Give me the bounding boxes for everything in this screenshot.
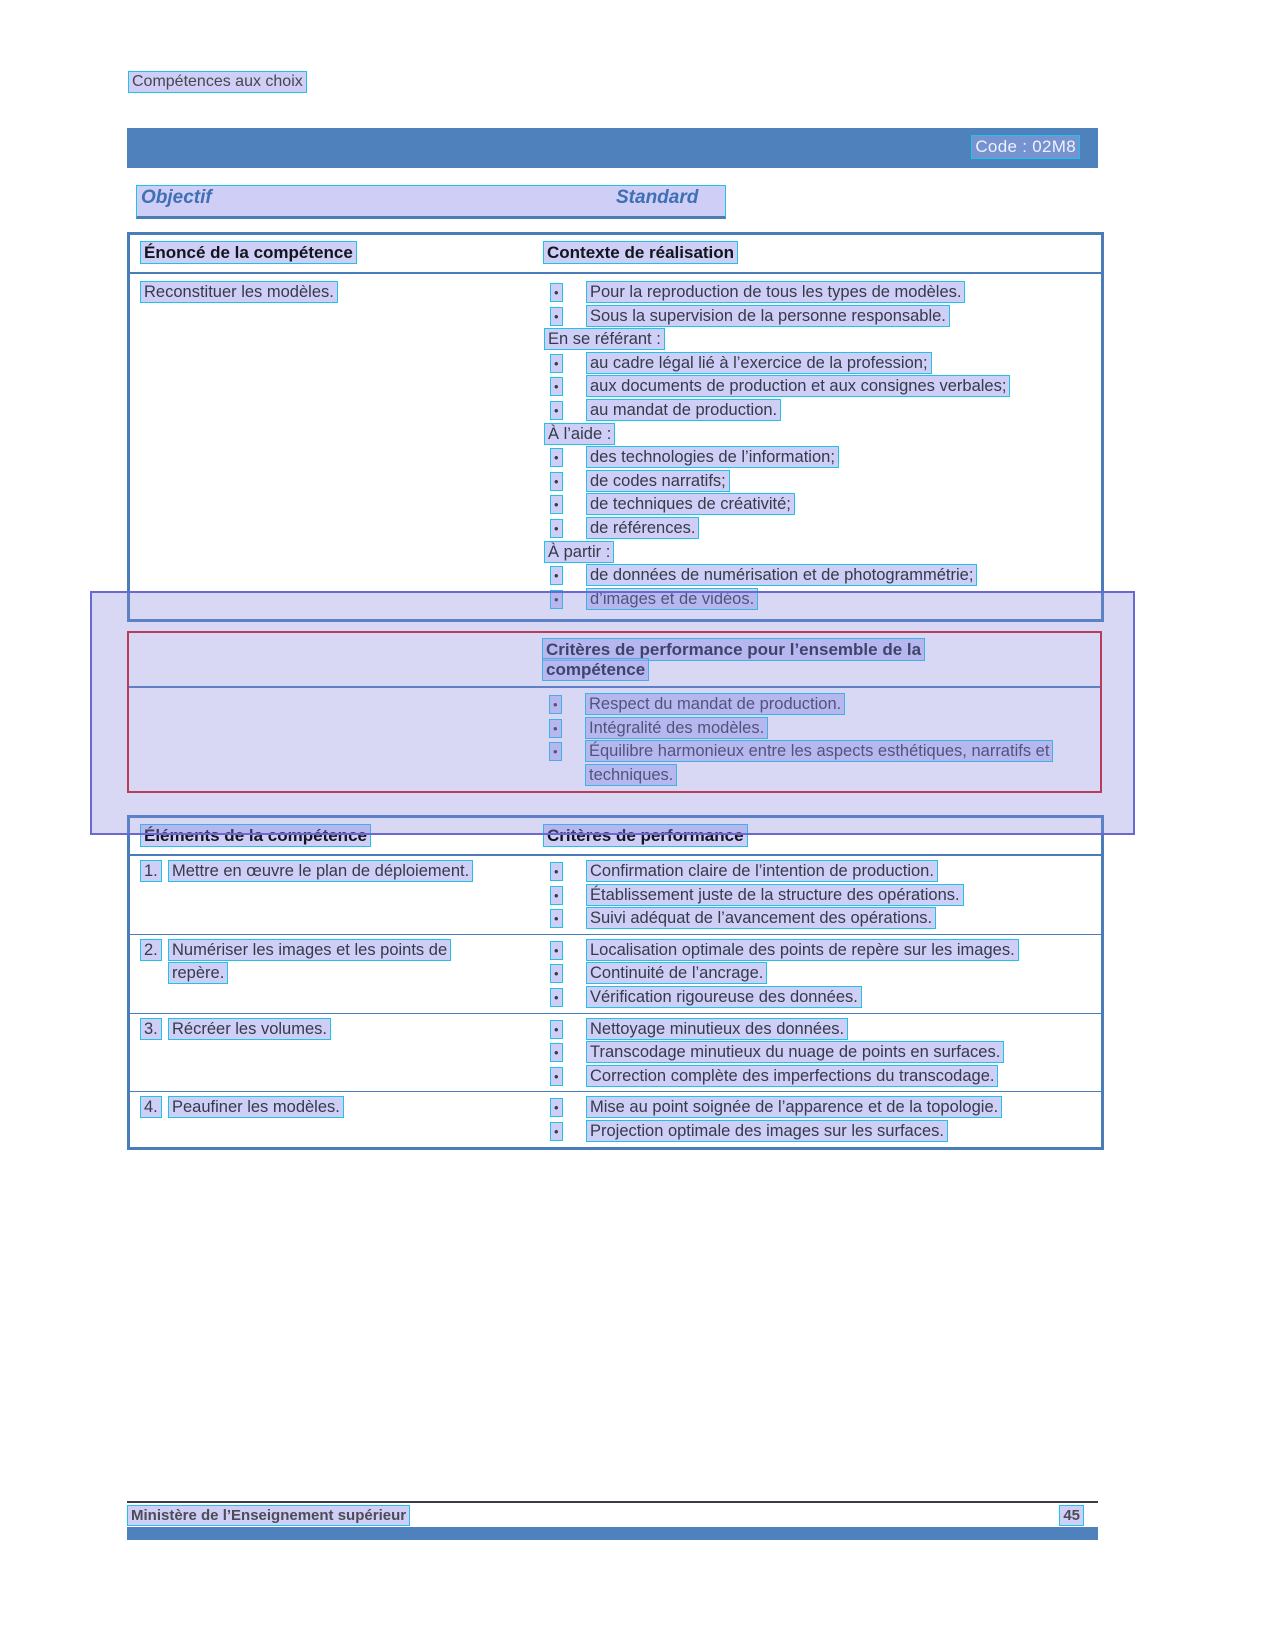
list-item [543, 907, 1087, 931]
list-item [543, 1065, 1087, 1089]
criteria-list [542, 1096, 1101, 1143]
element-text: Numériser les images et les points de repère. [168, 939, 451, 985]
list-item [543, 939, 1087, 963]
list-item-text: Équilibre harmonieux entre les aspects esthétiques, narratifs et techniques. [585, 740, 1053, 786]
context-list [542, 281, 1101, 611]
list-item-text: de codes narratifs; [586, 470, 730, 492]
list-item-text: Correction complète des imperfections du transcodage. [586, 1065, 998, 1087]
criteres-ensemble-body [129, 688, 1100, 791]
list-item-text: d’images et de vidéos. [586, 588, 758, 610]
bullet-icon: • [550, 448, 563, 467]
list-item-text: Mise au point soignée de l’apparence et de la topologie. [586, 1096, 1002, 1118]
list-intro [543, 423, 1087, 447]
list-item [543, 493, 1087, 517]
list-item [542, 740, 1086, 787]
list-item [543, 1096, 1087, 1120]
element-number: 2. [140, 939, 162, 961]
list-item-text: Confirmation claire de l’intention de production. [586, 860, 938, 882]
footer-ministry-label: Ministère de l’Enseignement supérieur [127, 1505, 410, 1526]
list-item [543, 375, 1087, 399]
bullet-icon: • [549, 719, 562, 738]
bullet-icon: • [550, 377, 563, 396]
list-item [543, 860, 1087, 884]
column-header-enonce: Énoncé de la compétence [140, 241, 357, 264]
element-cell [130, 860, 542, 931]
list-item-text: au mandat de production. [586, 399, 781, 421]
bullet-icon: • [550, 1067, 563, 1086]
table-row [130, 1013, 1101, 1092]
list-intro [543, 541, 1087, 565]
criteres-ensemble-header: Critères de performance pour l’ensemble de la compétence [542, 638, 925, 681]
list-item [542, 717, 1086, 741]
bullet-icon: • [550, 1043, 563, 1062]
code-badge: Code : 02M8 [971, 135, 1080, 159]
list-item [543, 1018, 1087, 1042]
table-row [130, 856, 1101, 934]
list-item-text: Nettoyage minutieux des données. [586, 1018, 848, 1040]
bullet-icon: • [549, 742, 562, 761]
footer-accent-bar [127, 1527, 1098, 1540]
list-item [543, 962, 1087, 986]
list-item-text: de données de numérisation et de photogrammétrie; [586, 564, 977, 586]
list-item-text: aux documents de production et aux consignes verbales; [586, 375, 1010, 397]
column-header-elements: Éléments de la compétence [140, 824, 371, 847]
list-item-text: Vérification rigoureuse des données. [586, 986, 862, 1008]
footer-rule [127, 1501, 1098, 1503]
bullet-icon: • [550, 1098, 563, 1117]
list-item-text: Transcodage minutieux du nuage de points en surfaces. [586, 1041, 1004, 1063]
element-number: 4. [140, 1096, 162, 1118]
bullet-icon: • [550, 472, 563, 491]
element-cell [130, 1096, 542, 1143]
element-cell [130, 1018, 542, 1089]
list-item-text: Respect du mandat de production. [585, 693, 845, 715]
list-item-text: de techniques de créativité; [586, 493, 795, 515]
elements-table-header-row [130, 818, 1101, 856]
bullet-icon: • [550, 988, 563, 1007]
list-item [543, 470, 1087, 494]
list-item [543, 305, 1087, 329]
element-number: 3. [140, 1018, 162, 1040]
list-item [543, 446, 1087, 470]
criteres-ensemble-list [541, 693, 1100, 787]
criteres-ensemble-header-row [129, 633, 1100, 688]
list-item-text: Sous la supervision de la personne responsable. [586, 305, 950, 327]
list-item [543, 352, 1087, 376]
list-item [543, 517, 1087, 541]
footer [127, 1505, 1098, 1526]
table-row [130, 934, 1101, 1013]
standard-heading: Standard [616, 187, 699, 208]
list-item [543, 564, 1087, 588]
list-item-text: Continuité de l’ancrage. [586, 962, 767, 984]
list-item [543, 399, 1087, 423]
element-cell [130, 939, 542, 1010]
objectif-heading: Objectif [141, 187, 212, 208]
bullet-icon: • [550, 1122, 563, 1141]
enonce-table-body [130, 274, 1101, 619]
competences-label: Compétences aux choix [128, 71, 307, 93]
list-item-text: Intégralité des modèles. [585, 717, 768, 739]
title-banner [127, 128, 1098, 168]
criteria-list [542, 1018, 1101, 1089]
elements-table [127, 815, 1104, 1150]
list-item [543, 281, 1087, 305]
criteria-list [542, 939, 1101, 1010]
list-intro-text: À partir : [544, 541, 614, 563]
enonce-table [127, 232, 1104, 622]
list-item-text: Pour la reproduction de tous les types de modèles. [586, 281, 965, 303]
enonce-table-header-row [130, 235, 1101, 274]
bullet-icon: • [550, 590, 563, 609]
element-number: 1. [140, 860, 162, 882]
list-item [543, 884, 1087, 908]
list-item-text: de références. [586, 517, 699, 539]
element-text: Peaufiner les modèles. [168, 1096, 344, 1118]
list-item-text: des technologies de l’information; [586, 446, 839, 468]
bullet-icon: • [550, 964, 563, 983]
list-item [542, 693, 1086, 717]
bullet-icon: • [550, 566, 563, 585]
bullet-icon: • [550, 307, 563, 326]
table-row [130, 1091, 1101, 1146]
column-header-criteres: Critères de performance [543, 824, 748, 847]
bullet-icon: • [550, 862, 563, 881]
column-header-contexte: Contexte de réalisation [543, 241, 738, 264]
bullet-icon: • [550, 283, 563, 302]
list-item-text: Établissement juste de la structure des opérations. [586, 884, 964, 906]
list-item-text: Localisation optimale des points de repère sur les images. [586, 939, 1019, 961]
list-intro-text: À l’aide : [544, 423, 615, 445]
bullet-icon: • [550, 519, 563, 538]
list-item [543, 1120, 1087, 1144]
competence-statement: Reconstituer les modèles. [140, 281, 338, 303]
bullet-icon: • [549, 695, 562, 714]
list-item [543, 588, 1087, 612]
bullet-icon: • [550, 401, 563, 420]
criteres-ensemble-box [127, 631, 1102, 793]
bullet-icon: • [550, 495, 563, 514]
list-item-text: Suivi adéquat de l’avancement des opérations. [586, 907, 936, 929]
list-item-text: au cadre légal lié à l’exercice de la profession; [586, 352, 932, 374]
element-text: Mettre en œuvre le plan de déploiement. [168, 860, 473, 882]
bullet-icon: • [550, 354, 563, 373]
bullet-icon: • [550, 941, 563, 960]
list-item [543, 1041, 1087, 1065]
footer-page-number: 45 [1059, 1505, 1084, 1526]
bullet-icon: • [550, 909, 563, 928]
criteria-list [542, 860, 1101, 931]
list-intro [543, 328, 1087, 352]
bullet-icon: • [550, 886, 563, 905]
list-item-text: Projection optimale des images sur les surfaces. [586, 1120, 948, 1142]
list-item [543, 986, 1087, 1010]
element-text: Récréer les volumes. [168, 1018, 331, 1040]
bullet-icon: • [550, 1020, 563, 1039]
list-intro-text: En se référant : [544, 328, 665, 350]
objectif-standard-heading-row [136, 185, 726, 219]
